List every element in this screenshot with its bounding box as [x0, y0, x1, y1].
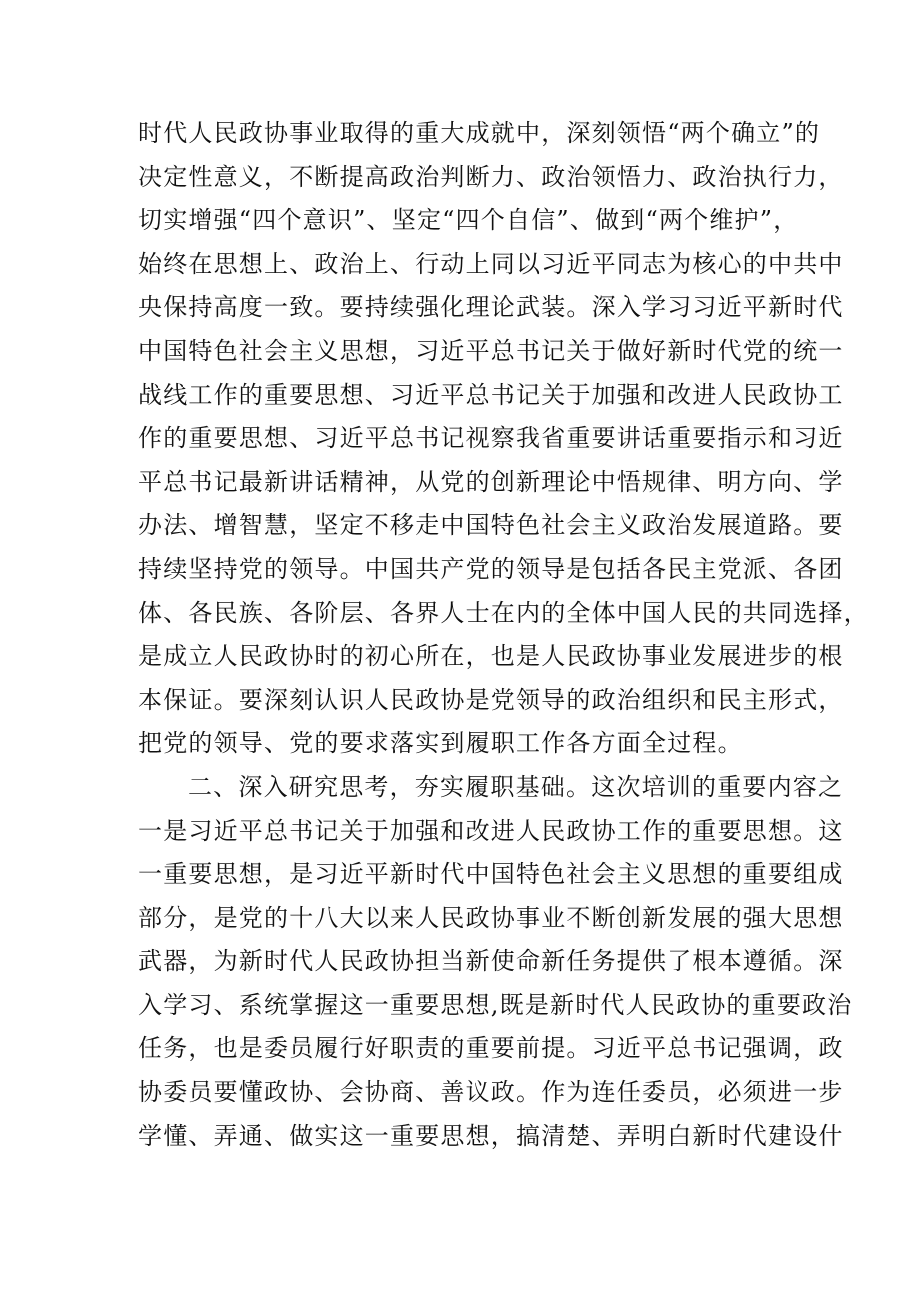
paragraph-2-line: 一重要思想，是习近平新时代中国特色社会主义思想的重要组成 — [138, 860, 844, 889]
paragraph-1-line: 战线工作的重要思想、习近平总书记关于加强和改进人民政协工 — [138, 380, 844, 409]
paragraph-2-line: 任务，也是委员履行好职责的重要前提。习近平总书记强调，政 — [138, 1034, 844, 1063]
paragraph-1-line: 决定性意义，不断提高政治判断力、政治领悟力、政治执行力， — [138, 162, 844, 191]
paragraph-1-line: 时代人民政协事业取得的重大成就中，深刻领悟“两个确立”的 — [138, 119, 821, 147]
paragraph-1-line: 本保证。要深刻认识人民政协是党领导的政治组织和民主形式， — [138, 685, 844, 714]
paragraph-1-line: 把党的领导、党的要求落实到履职工作各方面全过程。 — [138, 729, 743, 758]
paragraph-1-line: 切实增强“四个意识”、坚定“四个自信”、做到“两个维护”， — [138, 206, 799, 235]
paragraph-1-line: 中国特色社会主义思想，习近平总书记关于做好新时代党的统一 — [138, 336, 844, 365]
paragraph-2-line: 一是习近平总书记关于加强和改进人民政协工作的重要思想。这 — [138, 816, 844, 845]
paragraph-2-line: 武器，为新时代人民政协担当新使命新任务提供了根本遵循。深 — [138, 947, 844, 976]
paragraph-1 — [138, 112, 869, 766]
paragraph-2-first-line: 二、深入研究思考，夯实履职基础。这次培训的重要内容之 — [188, 772, 844, 801]
paragraph-1-line: 央保持高度一致。要持续强化理论武装。深入学习习近平新时代 — [138, 293, 844, 322]
paragraph-1-line: 体、各民族、各阶层、各界人士在内的全体中国人民的共同选择， — [138, 598, 869, 627]
paragraph-1-line: 始终在思想上、政治上、行动上同以习近平同志为核心的中共中 — [138, 249, 844, 278]
paragraph-2-line: 学懂、弄通、做实这一重要思想，搞清楚、弄明白新时代建设什 — [138, 1121, 844, 1150]
paragraph-1-line: 平总书记最新讲话精神，从党的创新理论中悟规律、明方向、学 — [138, 467, 844, 496]
paragraph-1-line: 作的重要思想、习近平总书记视察我省重要讲话重要指示和习近 — [138, 424, 844, 453]
paragraph-2-line: 入学习、系统掌握这一重要思想,既是新时代人民政协的重要政治 — [138, 990, 853, 1019]
paragraph-2-line: 部分，是党的十八大以来人民政协事业不断创新发展的强大思想 — [138, 903, 844, 932]
paragraph-2 — [138, 766, 853, 1158]
document-body — [138, 112, 869, 1158]
paragraph-1-line: 持续坚持党的领导。中国共产党的领导是包括各民主党派、各团 — [138, 554, 844, 583]
paragraph-1-line: 办法、增智慧，坚定不移走中国特色社会主义政治发展道路。要 — [138, 511, 844, 540]
paragraph-2-line: 协委员要懂政协、会协商、善议政。作为连任委员，必须进一步 — [138, 1078, 844, 1107]
paragraph-1-line: 是成立人民政协时的初心所在，也是人民政协事业发展进步的根 — [138, 642, 844, 671]
